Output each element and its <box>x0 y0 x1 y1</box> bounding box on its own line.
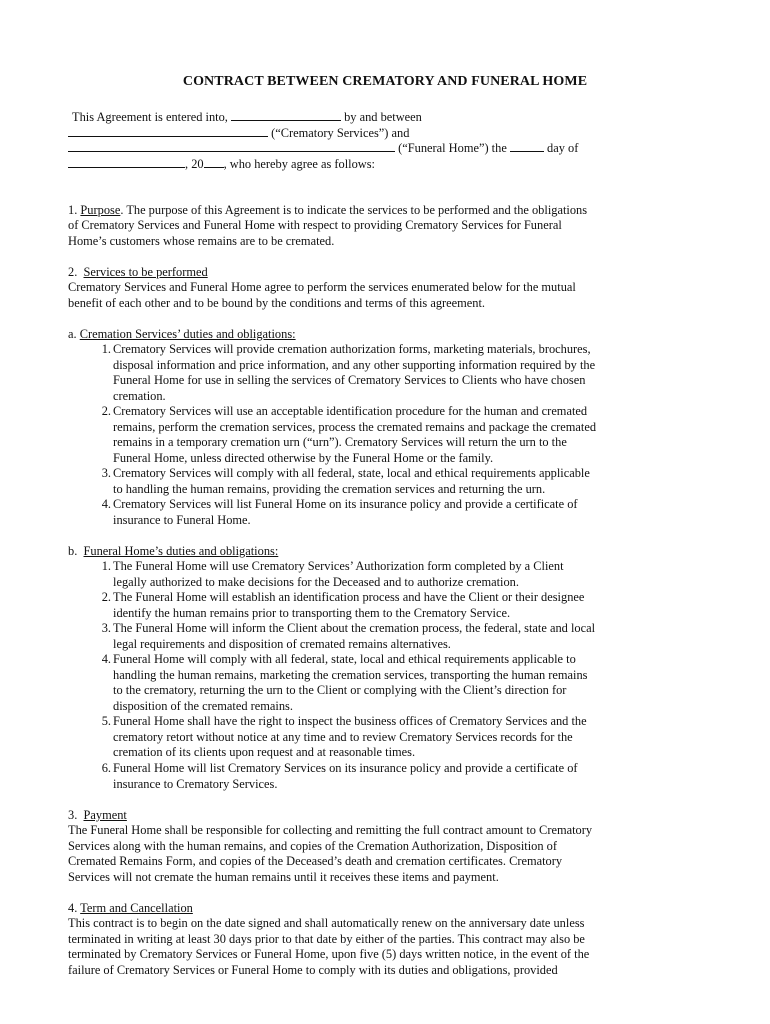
section-2-line-2: benefit of each other and to be bound by the conditions and terms of this agreement. <box>68 296 486 310</box>
list-line: insurance to Crematory Services. <box>113 776 278 791</box>
section-4-line: failure of Crematory Services or Funeral Home to comply with its duties and obligations, provided <box>68 963 558 977</box>
list-item <box>101 404 673 466</box>
list-item <box>101 497 673 528</box>
section-3-line: Cremated Remains Form, and copies of the Deceased’s death and cremation certificates. Crematory <box>68 854 563 868</box>
list-line: The Funeral Home will use Crematory Services’ Authorization form completed by a Client <box>113 559 564 573</box>
list-number: 1. <box>101 559 111 573</box>
list-item <box>101 714 673 761</box>
list-line: crematory retort without notice at any time and to review Crematory Services records for the <box>113 729 573 744</box>
intro-text: by and between <box>344 110 422 124</box>
list-line: Funeral Home for use in selling the services of Crematory Services to Clients who have chosen <box>113 373 586 387</box>
intro-text: , 20 <box>185 157 204 171</box>
section-heading: Purpose <box>80 203 121 217</box>
subsection-heading: Funeral Home’s duties and obligations: <box>83 544 279 558</box>
section-heading: Term and Cancellation <box>80 901 193 915</box>
section-1-line-2: of Crematory Services and Funeral Home with respect to providing Crematory Services for Funeral <box>68 218 562 232</box>
section-number: 4. <box>68 901 78 915</box>
list-line: Funeral Home shall have the right to inspect the business offices of Crematory Services and the <box>113 714 587 728</box>
intro-text: day of <box>547 141 579 155</box>
list-line: disposal information and price information, and any other supporting information required by the <box>113 357 596 372</box>
list-line: Crematory Services will provide cremation authorization forms, marketing materials, brochures, <box>113 342 591 356</box>
intro-text: , who hereby agree as follows: <box>223 157 375 171</box>
date-blank <box>231 109 341 121</box>
section-number: 1. <box>68 203 78 217</box>
list-number: 4. <box>101 497 111 511</box>
crematory-name-blank <box>68 125 268 137</box>
list-number: 3. <box>101 621 111 635</box>
list-item <box>101 466 673 497</box>
list-line: Funeral Home, unless directed otherwise by the Funeral Home or the family. <box>113 450 494 465</box>
list-line: identify the human remains prior to transporting them to the Crematory Service. <box>113 605 511 620</box>
section-2-heading-line <box>68 265 208 281</box>
list-number: 3. <box>101 466 111 480</box>
section-3-line: Services will not cremate the human remains until it receives these items and payment. <box>68 870 499 884</box>
funeral-home-name-blank <box>68 140 395 152</box>
subsection-heading: Cremation Services’ duties and obligations: <box>79 327 296 341</box>
intro-text: (“Crematory Services”) and <box>271 126 410 140</box>
list-line: Crematory Services will use an acceptable identification procedure for the human and cremated <box>113 404 588 418</box>
subsection-prefix: b. <box>68 544 78 558</box>
list-line: disposition of the cremated remains. <box>113 698 293 713</box>
subsection-a-heading <box>68 327 296 343</box>
list-line: Funeral Home will list Crematory Services on its insurance policy and provide a certificate of <box>113 761 578 775</box>
year-blank <box>204 156 224 168</box>
list-line: insurance to Funeral Home. <box>113 512 251 527</box>
list-item <box>101 342 673 404</box>
list-number: 6. <box>101 761 111 775</box>
list-number: 5. <box>101 714 111 728</box>
list-item <box>101 590 673 621</box>
list-item <box>101 559 673 590</box>
list-line: The Funeral Home will establish an identification process and have the Client or their designee <box>113 590 585 604</box>
section-3-heading-line <box>68 808 127 824</box>
list-line: legally authorized to make decisions for the Deceased and to authorize cremation. <box>113 574 519 589</box>
intro-line-1 <box>72 109 422 126</box>
section-heading: Services to be performed <box>83 265 208 279</box>
day-blank <box>510 140 544 152</box>
intro-text: (“Funeral Home”) the <box>398 141 507 155</box>
list-line: remains in a temporary cremation urn (“urn”). Crematory Services will return the urn to the <box>113 435 567 449</box>
section-4-heading-line <box>68 901 193 917</box>
list-line: Crematory Services will list Funeral Home on its insurance policy and provide a certificate of <box>113 497 578 511</box>
list-line: Crematory Services will comply with all federal, state, local and ethical requirements applicable <box>113 466 590 480</box>
month-blank <box>68 156 185 168</box>
list-item <box>101 652 673 714</box>
list-line: Funeral Home will comply with all federal, state, local and ethical requirements applicable to <box>113 652 576 666</box>
list-line: cremation of its clients upon request and at reasonable times. <box>113 745 416 759</box>
intro-line-3 <box>68 140 578 157</box>
list-line: to the crematory, returning the urn to the Client or complying with the Client’s direction for <box>113 683 567 697</box>
list-item <box>101 761 673 792</box>
list-line: legal requirements and disposition of cremated remains alternatives. <box>113 636 451 651</box>
list-item <box>101 621 673 652</box>
list-line: remains, perform the cremation services, process the cremated remains and package the cremated <box>113 419 597 434</box>
intro-text: This Agreement is entered into, <box>72 110 228 124</box>
list-number: 4. <box>101 652 111 666</box>
section-number: 3. <box>68 808 78 822</box>
section-number: 2. <box>68 265 78 279</box>
section-1-line-3: Home’s customers whose remains are to be cremated. <box>68 234 335 248</box>
list-line: to handling the human remains, providing the cremation services and returning the urn. <box>113 481 546 496</box>
section-text: . The purpose of this Agreement is to indicate the services to be performed and the obligations <box>120 203 588 217</box>
list-line: handling the human remains, marketing the cremation services, transporting the human remains <box>113 667 588 682</box>
list-number: 2. <box>101 404 111 418</box>
intro-line-4 <box>68 156 375 173</box>
list-number: 1. <box>101 342 111 356</box>
list-number: 2. <box>101 590 111 604</box>
list-line: The Funeral Home will inform the Client about the cremation process, the federal, state and local <box>113 621 596 635</box>
section-4-line: This contract is to begin on the date signed and shall automatically renew on the anniversary date unless <box>68 916 585 930</box>
section-2-line-1: Crematory Services and Funeral Home agree to perform the services enumerated below for the mutual <box>68 280 576 294</box>
section-3-line: The Funeral Home shall be responsible for collecting and remitting the full contract amount to Crematory <box>68 823 593 837</box>
document-title: CONTRACT BETWEEN CREMATORY AND FUNERAL HOME <box>182 74 588 89</box>
section-3-line: Services along with the human remains, and copies of the Cremation Authorization, Disposition of <box>68 839 557 853</box>
subsection-b-heading <box>68 544 278 560</box>
section-1-line-1 <box>68 203 587 219</box>
list-line: cremation. <box>113 388 166 403</box>
section-4-line: terminated by Crematory Services or Funeral Home, upon five (5) days written notice, in the event of the <box>68 947 590 961</box>
subsection-prefix: a. <box>68 327 77 341</box>
section-heading: Payment <box>83 808 127 822</box>
section-4-line: terminated in writing at least 30 days prior to that date by either of the parties. This contract may also be <box>68 932 585 946</box>
